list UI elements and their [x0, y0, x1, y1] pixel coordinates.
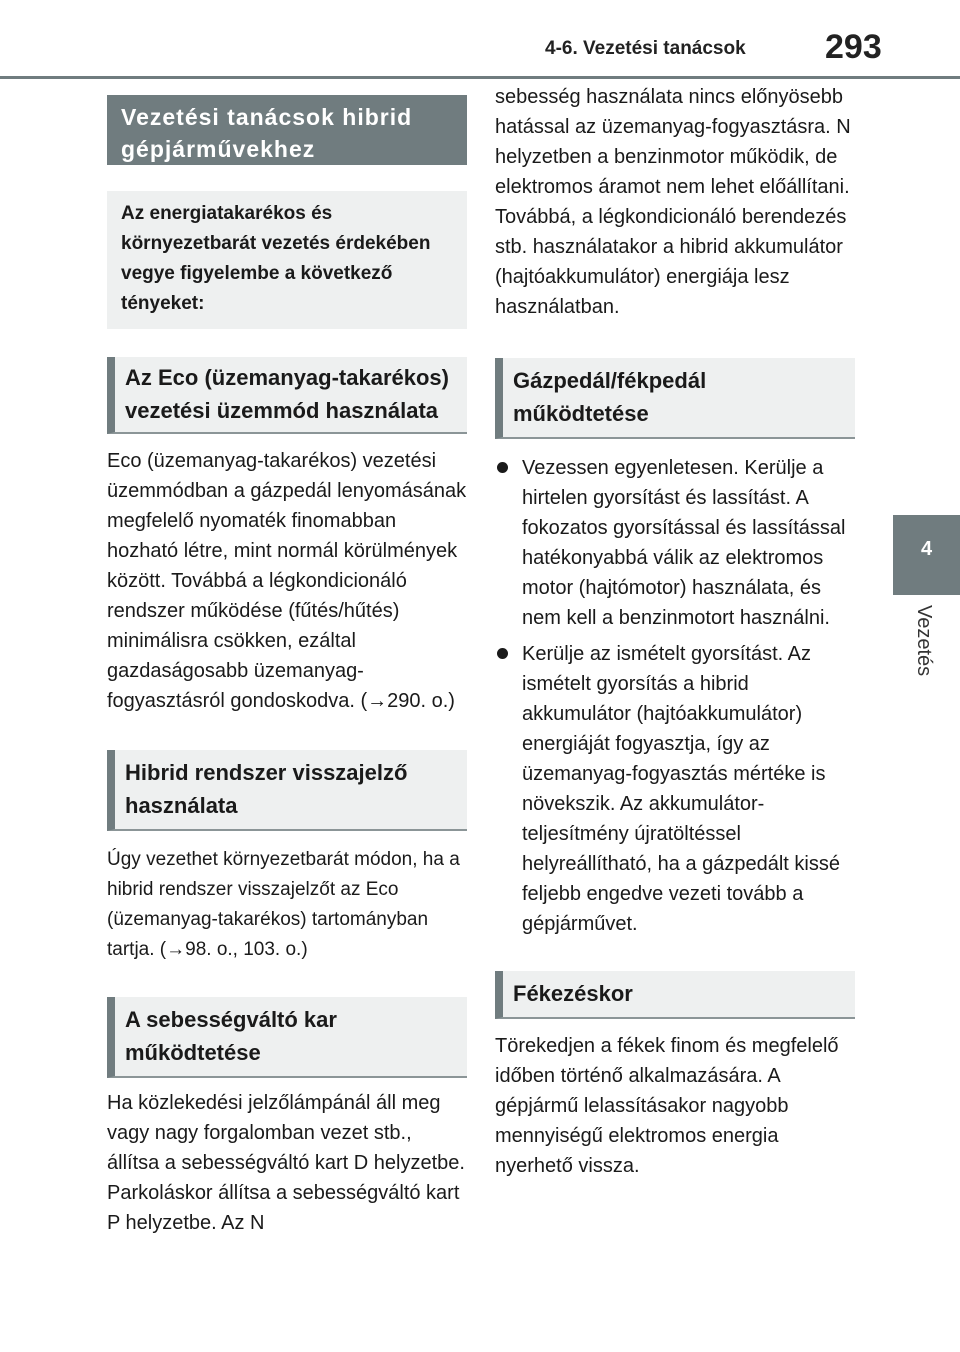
- indicator-paragraph: Úgy vezethet környezetbarát módon, ha a hibrid rendszer visszajelzőt az Eco (üzemanyag-takarékos) tartományban tartja. (→98. o., 103. o.): [107, 849, 460, 960]
- left-column: [107, 95, 467, 1238]
- braking-heading: Fékezéskor: [495, 971, 855, 1019]
- right-column: [495, 82, 855, 1181]
- section-title: 4-6. Vezetési tanácsok: [545, 38, 746, 59]
- shift-paragraph: Ha közlekedési jelzőlámpánál áll meg vagy nagy forgalomban vezet stb., állítsa a sebességváltó kart D helyzetbe. Parkoláskor állítsa a sebességváltó kart P helyzetbe. Az N: [107, 1092, 465, 1234]
- header-rule: [0, 76, 960, 79]
- bullet-item: Kerülje az ismételt gyorsítást. Az ismételt gyorsítás a hibrid akkumulátor (hajtóakkumulátor) energiáját fogyasztja, így az üzemanyag-fogyasztás mértéke is növekszik. Az akkumulátor-teljesítmény újratöltéssel helyreállítható, ha a gázpedált kissé feljebb engedve vezeti tovább a gépjárművet.: [495, 639, 855, 939]
- continued-paragraph: sebesség használata nincs előnyösebb hatással az üzemanyag-fogyasztásra. N helyzetben a benzinmotor működik, de elektromos áramot nem lehet előállítani. Továbbá, a légkondicionáló berendezés stb. használatakor a hibrid akkumulátor (hajtóakkumulátor) energiája lesz használatban.: [495, 86, 851, 318]
- eco-heading: Az Eco (üzemanyag-takarékos) vezetési üzemmód használata: [107, 357, 467, 434]
- main-heading: Vezetési tanácsok hibrid gépjárművekhez: [107, 95, 467, 165]
- intro-box: Az energiatakarékos és környezetbarát vezetés érdekében vegye figyelembe a következő tényeket:: [107, 191, 467, 329]
- chapter-number: 4: [920, 538, 933, 560]
- page-number: 293: [825, 28, 882, 66]
- braking-paragraph: Törekedjen a fékek finom és megfelelő időben történő alkalmazására. A gépjármű lelassításakor nagyobb mennyiségű elektromos energia nyerhető vissza.: [495, 1035, 839, 1177]
- pedal-heading: Gázpedál/fékpedál működtetése: [495, 358, 855, 439]
- chapter-title: Vezetés: [913, 605, 935, 677]
- indicator-heading: Hibrid rendszer visszajelző használata: [107, 750, 467, 831]
- bullet-item: Vezessen egyenletesen. Kerülje a hirtelen gyorsítást és lassítást. A fokozatos gyorsítással és lassítással hatékonyabbá válik az elektromos motor (hajtómotor) használata, és nem kell a benzinmotort használni.: [495, 453, 855, 633]
- shift-heading: A sebességváltó kar működtetése: [107, 997, 467, 1078]
- eco-paragraph: Eco (üzemanyag-takarékos) vezetési üzemmódban a gázpedál lenyomásának megfelelő nyomaték finomabban hozható létre, mint normál körülmények között. Továbbá a légkondicionáló rendszer működése (fűtés/hűtés) minimálisra csökken, ezáltal gazdaságosabb üzemanyag-fogyasztásról gondoskodva. (→290. o.): [107, 450, 467, 712]
- pedal-bullets: [495, 453, 855, 939]
